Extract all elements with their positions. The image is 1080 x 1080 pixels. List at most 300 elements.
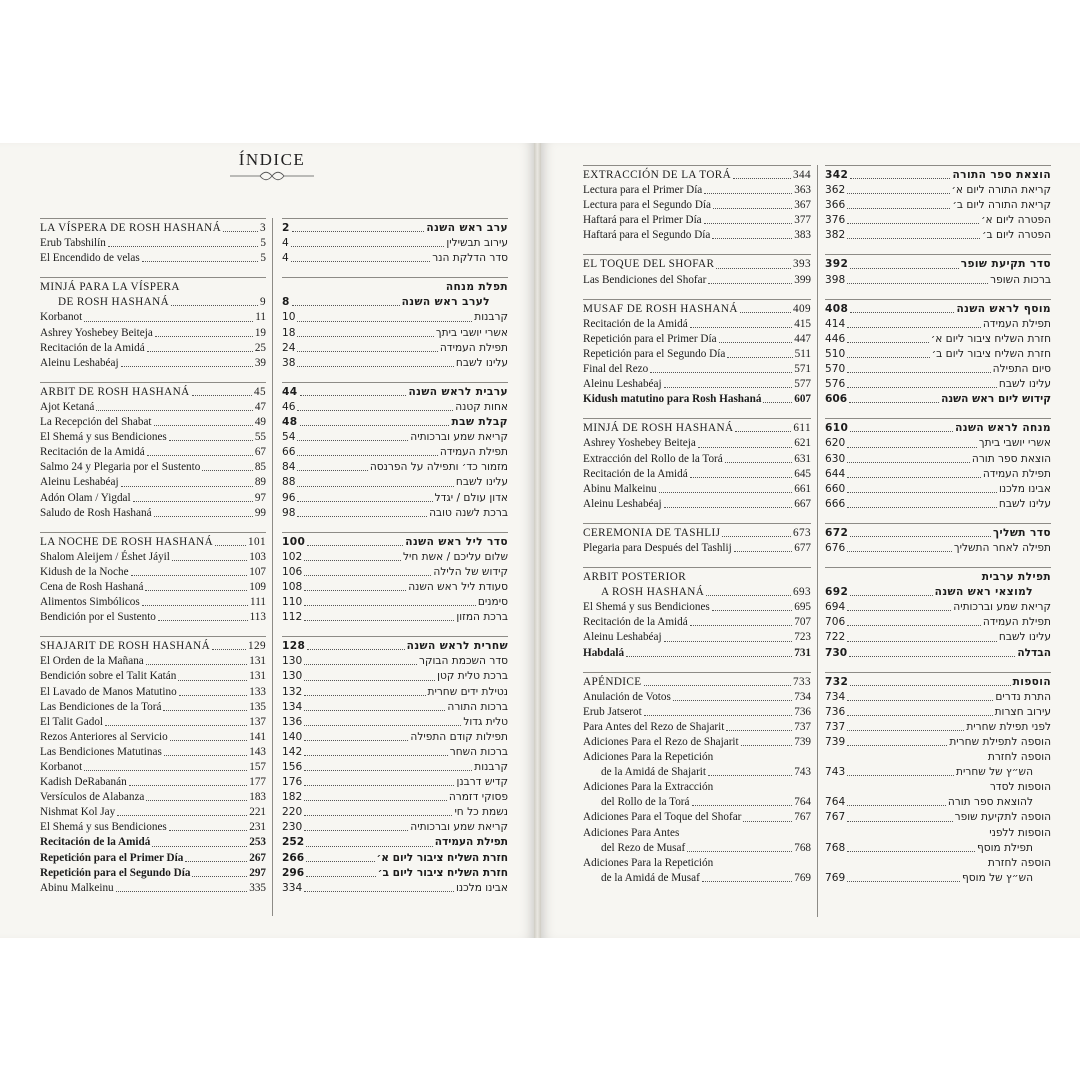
- toc-entry[interactable]: [583, 213, 811, 228]
- toc-entry[interactable]: [282, 685, 508, 700]
- toc-entry[interactable]: [282, 385, 508, 400]
- toc-entry[interactable]: [40, 326, 266, 341]
- dot-leader: [847, 273, 988, 284]
- page-number: 667: [794, 497, 811, 510]
- page-number: 220: [282, 806, 303, 819]
- toc-entry[interactable]: [825, 347, 1051, 362]
- entry-title: קריאת שמע וברכותיה: [953, 601, 1051, 614]
- toc-entry[interactable]: [282, 851, 508, 866]
- page-number: 645: [794, 467, 811, 480]
- toc-entry[interactable]: [825, 183, 1051, 198]
- toc-entry[interactable]: [583, 436, 811, 451]
- toc-entry[interactable]: [40, 760, 266, 775]
- toc-entry[interactable]: [40, 221, 266, 236]
- toc-entry[interactable]: [583, 497, 811, 512]
- toc-entry[interactable]: [40, 550, 266, 565]
- toc-entry[interactable]: [825, 482, 1051, 497]
- toc-entry[interactable]: [40, 881, 266, 896]
- toc-entry[interactable]: [282, 654, 508, 669]
- toc-entry[interactable]: [40, 535, 266, 550]
- toc-entry[interactable]: [825, 705, 1051, 720]
- toc-entry[interactable]: [282, 221, 508, 236]
- toc-entry[interactable]: [40, 669, 266, 684]
- toc-entry[interactable]: [282, 445, 508, 460]
- entry-title: טלית גדול: [463, 715, 508, 728]
- toc-entry[interactable]: [583, 705, 811, 720]
- toc-section: [583, 567, 811, 661]
- entry-title: Kadish DeRabanán: [40, 776, 127, 789]
- toc-entry[interactable]: [282, 430, 508, 445]
- toc-entry[interactable]: [583, 467, 811, 482]
- toc-entry[interactable]: [825, 198, 1051, 213]
- toc-entry[interactable]: [825, 720, 1051, 735]
- toc-entry[interactable]: [282, 460, 508, 475]
- entry-title: מזמור כד׳ ותפילה על הפרנסה: [369, 461, 508, 474]
- toc-entry[interactable]: [825, 871, 1051, 886]
- toc-entry[interactable]: [282, 341, 508, 356]
- toc-entry[interactable]: [583, 720, 811, 735]
- dot-leader: [743, 810, 792, 821]
- toc-entry[interactable]: [583, 541, 811, 556]
- page-number: 19: [254, 326, 266, 339]
- dot-leader: [847, 810, 952, 821]
- toc-entry[interactable]: [825, 257, 1051, 272]
- page-number: 38: [282, 356, 296, 369]
- toc-entry[interactable]: [40, 341, 266, 356]
- toc-entry[interactable]: [583, 810, 811, 825]
- page-number: 103: [249, 550, 266, 563]
- toc-entry[interactable]: [40, 506, 266, 521]
- toc-entry[interactable]: [583, 826, 811, 841]
- toc-entry[interactable]: [825, 497, 1051, 512]
- toc-entry[interactable]: [40, 310, 266, 325]
- toc-entry[interactable]: [40, 491, 266, 506]
- dot-leader: [664, 497, 793, 508]
- toc-entry[interactable]: [825, 675, 1051, 690]
- page-number: 132: [282, 685, 303, 698]
- toc-entry[interactable]: [825, 377, 1051, 392]
- toc-entry[interactable]: [825, 302, 1051, 317]
- page-number: 620: [825, 437, 846, 450]
- page-number: 156: [282, 761, 303, 773]
- toc-entry[interactable]: [583, 795, 811, 810]
- page-number: 143: [249, 745, 266, 758]
- toc-entry[interactable]: [40, 790, 266, 805]
- entry-title: קבלת שבת: [451, 416, 508, 429]
- toc-entry[interactable]: [583, 347, 811, 362]
- toc-entry[interactable]: [40, 639, 266, 654]
- toc-entry[interactable]: [40, 460, 266, 475]
- page-number: 383: [794, 229, 811, 242]
- dot-leader: [306, 851, 374, 862]
- toc-entry[interactable]: [583, 302, 811, 317]
- entry-title: Kidush matutino para Rosh Hashaná: [583, 393, 762, 406]
- toc-entry[interactable]: [583, 690, 811, 705]
- toc-entry[interactable]: [825, 810, 1051, 825]
- page-number: 297: [249, 866, 266, 879]
- dot-leader: [131, 565, 248, 576]
- toc-entry[interactable]: [282, 400, 508, 415]
- toc-entry[interactable]: [40, 236, 266, 251]
- entry-title: קריאת התורה ליום ב׳: [952, 199, 1051, 212]
- entry-title: Korbanot: [40, 761, 83, 773]
- page-number: 4: [282, 237, 289, 250]
- entry-title: עלינו לשבח: [455, 476, 508, 489]
- toc-entry[interactable]: [40, 295, 266, 310]
- left-column-divider: [272, 218, 273, 916]
- page-number: 767: [794, 811, 811, 824]
- toc-entry[interactable]: [825, 526, 1051, 541]
- toc-entry[interactable]: [825, 467, 1051, 482]
- toc-entry[interactable]: [825, 332, 1051, 347]
- toc-entry[interactable]: [40, 700, 266, 715]
- entry-title: הוספה לתקיעת שופר: [954, 811, 1051, 824]
- toc-section: [282, 636, 508, 896]
- toc-entry[interactable]: [825, 735, 1051, 750]
- page-number: 731: [794, 646, 811, 659]
- toc-entry[interactable]: [282, 475, 508, 490]
- entry-title: Adón Olam / Yigdal: [40, 491, 131, 504]
- dot-leader: [847, 690, 993, 701]
- toc-entry[interactable]: [282, 565, 508, 580]
- dot-leader: [763, 392, 792, 403]
- toc-entry[interactable]: [40, 654, 266, 669]
- entry-title: ברכות השחר: [449, 745, 508, 758]
- toc-entry[interactable]: [583, 841, 811, 856]
- toc-entry[interactable]: [583, 735, 811, 750]
- page-number: 694: [825, 601, 846, 614]
- dot-leader: [704, 183, 792, 194]
- toc-entry[interactable]: [282, 669, 508, 684]
- toc-entry[interactable]: [282, 310, 508, 325]
- toc-entry[interactable]: [282, 356, 508, 371]
- dot-leader: [142, 251, 259, 262]
- toc-entry[interactable]: [40, 730, 266, 745]
- entry-title: Recitación de la Amidá: [583, 467, 688, 480]
- toc-entry[interactable]: [583, 871, 811, 886]
- entry-title: Recitación de la Amidá: [583, 616, 688, 629]
- toc-entry[interactable]: [583, 675, 811, 690]
- toc-entry[interactable]: [282, 550, 508, 565]
- entry-title: Saludo de Rosh Hashaná: [40, 506, 152, 519]
- toc-entry[interactable]: [282, 415, 508, 430]
- dot-leader: [304, 805, 452, 816]
- dot-leader: [725, 452, 792, 463]
- toc-entry[interactable]: [825, 765, 1051, 780]
- toc-entry[interactable]: [583, 750, 811, 765]
- toc-section: [583, 672, 811, 886]
- toc-entry[interactable]: [583, 362, 811, 377]
- page-number: 89: [254, 476, 266, 489]
- toc-entry[interactable]: [282, 820, 508, 835]
- page-number: 45: [254, 385, 266, 398]
- dot-leader: [733, 168, 791, 179]
- entry-title: APÉNDICE: [583, 675, 642, 688]
- toc-section: [40, 218, 266, 266]
- dot-leader: [306, 835, 433, 846]
- toc-entry[interactable]: [40, 715, 266, 730]
- toc-entry[interactable]: [825, 750, 1051, 765]
- dot-leader: [673, 690, 792, 701]
- toc-entry[interactable]: [583, 646, 811, 661]
- toc-entry[interactable]: [40, 820, 266, 835]
- toc-entry[interactable]: [282, 251, 508, 266]
- entry-title: אשרי יושבי ביתך: [978, 437, 1051, 450]
- toc-entry[interactable]: [583, 198, 811, 213]
- toc-entry[interactable]: [825, 615, 1051, 630]
- page-number: 673: [793, 526, 811, 539]
- dot-leader: [304, 685, 425, 696]
- toc-entry[interactable]: [40, 356, 266, 371]
- entry-title: Las Bendiciones del Shofar: [583, 273, 707, 286]
- toc-entry[interactable]: [825, 317, 1051, 332]
- toc-entry[interactable]: [825, 392, 1051, 407]
- dot-leader: [708, 273, 792, 284]
- dot-leader: [847, 183, 949, 194]
- page-number: 267: [249, 851, 266, 864]
- dot-leader: [847, 630, 997, 641]
- toc-entry[interactable]: [40, 835, 266, 850]
- toc-entry[interactable]: [825, 213, 1051, 228]
- dot-leader: [644, 675, 792, 686]
- toc-entry[interactable]: [40, 565, 266, 580]
- toc-entry[interactable]: [583, 168, 811, 183]
- toc-entry[interactable]: [583, 257, 811, 272]
- toc-entry[interactable]: [40, 580, 266, 595]
- toc-entry[interactable]: [825, 421, 1051, 436]
- entry-title: עירוב חצרות: [994, 705, 1051, 718]
- entry-title: El Lavado de Manos Matutino: [40, 685, 177, 698]
- toc-entry[interactable]: [282, 295, 508, 310]
- toc-entry[interactable]: [282, 491, 508, 506]
- page-number: 66: [282, 446, 296, 459]
- toc-entry[interactable]: [282, 610, 508, 625]
- entry-title: EXTRACCIÓN DE LA TORÁ: [583, 169, 732, 181]
- dot-leader: [215, 535, 246, 546]
- toc-entry[interactable]: [583, 615, 811, 630]
- toc-entry[interactable]: [583, 452, 811, 467]
- toc-entry[interactable]: [282, 700, 508, 715]
- toc-entry[interactable]: [583, 570, 811, 585]
- page-number: 677: [794, 541, 811, 554]
- dot-leader: [304, 550, 401, 561]
- toc-entry[interactable]: [825, 795, 1051, 810]
- entry-title: Adiciones Para Antes: [583, 826, 680, 839]
- toc-entry[interactable]: [40, 805, 266, 820]
- toc-entry[interactable]: [825, 841, 1051, 856]
- entry-title: El Shemá y sus Bendiciones: [583, 601, 710, 614]
- dot-leader: [292, 295, 400, 306]
- dot-leader: [147, 341, 253, 352]
- page-number: 128: [282, 640, 306, 653]
- page-number: 9: [260, 296, 266, 309]
- toc-entry[interactable]: [282, 730, 508, 745]
- dot-leader: [300, 385, 407, 396]
- entry-title: הפטרה ליום א׳: [981, 214, 1051, 227]
- entry-title: Recitación de la Amidá: [40, 836, 151, 849]
- toc-entry[interactable]: [583, 780, 811, 795]
- toc-entry[interactable]: [40, 385, 266, 400]
- dot-leader: [847, 213, 979, 224]
- toc-entry[interactable]: [282, 790, 508, 805]
- toc-entry[interactable]: [282, 760, 508, 775]
- dot-leader: [172, 550, 247, 561]
- toc-entry[interactable]: [40, 610, 266, 625]
- toc-entry[interactable]: [825, 690, 1051, 705]
- toc-entry[interactable]: [583, 856, 811, 871]
- dot-leader: [192, 866, 247, 877]
- dot-leader: [304, 820, 408, 831]
- entry-title: Adiciones Para el Rezo de Shajarit: [583, 736, 739, 748]
- page-number: 661: [794, 482, 811, 495]
- toc-entry[interactable]: [282, 835, 508, 850]
- toc-entry[interactable]: [282, 881, 508, 896]
- toc-entry[interactable]: [282, 715, 508, 730]
- entry-title: Aleinu Leshabéaj: [40, 356, 119, 369]
- entry-title: Para Antes del Rezo de Shajarit: [583, 720, 725, 733]
- dot-leader: [722, 526, 791, 537]
- toc-section: [40, 277, 266, 371]
- page-number: 577: [794, 378, 811, 391]
- toc-entry[interactable]: [825, 273, 1051, 288]
- entry-title: חזרת השליח ציבור ליום א׳: [376, 851, 508, 864]
- page-number: 39: [254, 356, 266, 369]
- toc-entry[interactable]: [282, 535, 508, 550]
- toc-entry[interactable]: [583, 317, 811, 332]
- dot-leader: [847, 317, 981, 328]
- toc-entry[interactable]: [40, 280, 266, 295]
- toc-entry[interactable]: [282, 580, 508, 595]
- entry-title: נשמת כל חי: [454, 806, 508, 819]
- page-number: 18: [282, 326, 296, 339]
- toc-entry[interactable]: [825, 168, 1051, 183]
- dot-leader: [847, 600, 951, 611]
- entry-title: התרת נדרים: [995, 690, 1051, 703]
- toc-entry[interactable]: [40, 415, 266, 430]
- page-number: 606: [825, 393, 848, 406]
- toc-entry[interactable]: [825, 228, 1051, 243]
- toc-entry[interactable]: [282, 805, 508, 820]
- toc-entry[interactable]: [825, 630, 1051, 645]
- toc-entry[interactable]: [40, 595, 266, 610]
- toc-entry[interactable]: [825, 541, 1051, 556]
- toc-entry[interactable]: [40, 445, 266, 460]
- toc-entry[interactable]: [583, 526, 811, 541]
- toc-entry[interactable]: [282, 639, 508, 654]
- toc-entry[interactable]: [825, 826, 1051, 841]
- toc-entry[interactable]: [282, 866, 508, 881]
- toc-entry[interactable]: [282, 506, 508, 521]
- toc-entry[interactable]: [282, 326, 508, 341]
- entry-title: לפני תפילת שחרית: [966, 720, 1051, 733]
- toc-entry[interactable]: [583, 765, 811, 780]
- page-number: 570: [825, 363, 846, 376]
- toc-entry[interactable]: [583, 273, 811, 288]
- toc-entry[interactable]: [40, 775, 266, 790]
- toc-entry[interactable]: [282, 775, 508, 790]
- entry-title: LA VÍSPERA DE ROSH HASHANÁ: [40, 222, 222, 234]
- page-number: 25: [254, 341, 266, 354]
- dot-leader: [304, 730, 408, 741]
- toc-section: [825, 254, 1051, 287]
- toc-entry[interactable]: [583, 421, 811, 436]
- toc-entry[interactable]: [40, 866, 266, 881]
- toc-entry[interactable]: [583, 482, 811, 497]
- toc-entry[interactable]: [825, 856, 1051, 871]
- dot-leader: [297, 460, 367, 471]
- page-number: 133: [249, 685, 266, 698]
- page-number: 230: [282, 821, 303, 834]
- page-number: 136: [282, 715, 303, 728]
- toc-entry[interactable]: [825, 362, 1051, 377]
- toc-entry[interactable]: [282, 236, 508, 251]
- toc-entry[interactable]: [583, 600, 811, 615]
- dot-leader: [850, 526, 991, 537]
- dot-leader: [702, 871, 792, 882]
- entry-title: Rezos Anteriores al Servicio: [40, 730, 168, 743]
- dot-leader: [304, 580, 406, 591]
- dot-leader: [307, 535, 403, 546]
- dot-leader: [849, 392, 939, 403]
- toc-entry[interactable]: [40, 851, 266, 866]
- toc-entry[interactable]: [825, 452, 1051, 467]
- entry-title: Las Bendiciones de la Torá: [40, 700, 162, 713]
- dot-leader: [741, 735, 793, 746]
- toc-entry[interactable]: [825, 780, 1051, 795]
- toc-entry[interactable]: [40, 251, 266, 266]
- toc-entry[interactable]: [825, 600, 1051, 615]
- toc-entry[interactable]: [583, 585, 811, 600]
- dot-leader: [304, 715, 461, 726]
- toc-entry[interactable]: [825, 646, 1051, 661]
- dot-leader: [297, 356, 453, 367]
- toc-entry[interactable]: [282, 745, 508, 760]
- toc-entry[interactable]: [282, 280, 508, 295]
- toc-entry[interactable]: [583, 332, 811, 347]
- toc-entry[interactable]: [40, 685, 266, 700]
- entry-title: הוספות ללפני: [989, 826, 1051, 839]
- toc-entry[interactable]: [583, 183, 811, 198]
- toc-section: [282, 218, 508, 266]
- toc-entry[interactable]: [583, 630, 811, 645]
- toc-entry[interactable]: [825, 585, 1051, 600]
- entry-title: קריאת התורה ליום א׳: [951, 184, 1051, 197]
- toc-section: [825, 567, 1051, 661]
- toc-entry[interactable]: [40, 430, 266, 445]
- page-number: 676: [825, 541, 846, 554]
- page-number: 101: [248, 535, 266, 548]
- toc-entry[interactable]: [282, 595, 508, 610]
- entry-title: MINJÁ DE ROSH HASHANÁ: [583, 422, 734, 435]
- page-number: 764: [825, 796, 846, 809]
- toc-entry[interactable]: [825, 436, 1051, 451]
- toc-entry[interactable]: [40, 745, 266, 760]
- entry-title: עלינו לשבח: [998, 497, 1051, 510]
- toc-entry[interactable]: [40, 400, 266, 415]
- dot-leader: [142, 595, 248, 606]
- dot-leader: [291, 236, 445, 247]
- toc-entry[interactable]: [583, 392, 811, 407]
- toc-entry[interactable]: [825, 570, 1051, 585]
- entry-title: A ROSH HASHANÁ: [601, 586, 705, 599]
- toc-entry[interactable]: [40, 475, 266, 490]
- toc-entry[interactable]: [583, 228, 811, 243]
- dot-leader: [850, 302, 954, 313]
- page-number: 142: [282, 745, 303, 758]
- page-number: 67: [254, 446, 266, 459]
- dot-leader: [158, 610, 248, 621]
- toc-entry[interactable]: [583, 377, 811, 392]
